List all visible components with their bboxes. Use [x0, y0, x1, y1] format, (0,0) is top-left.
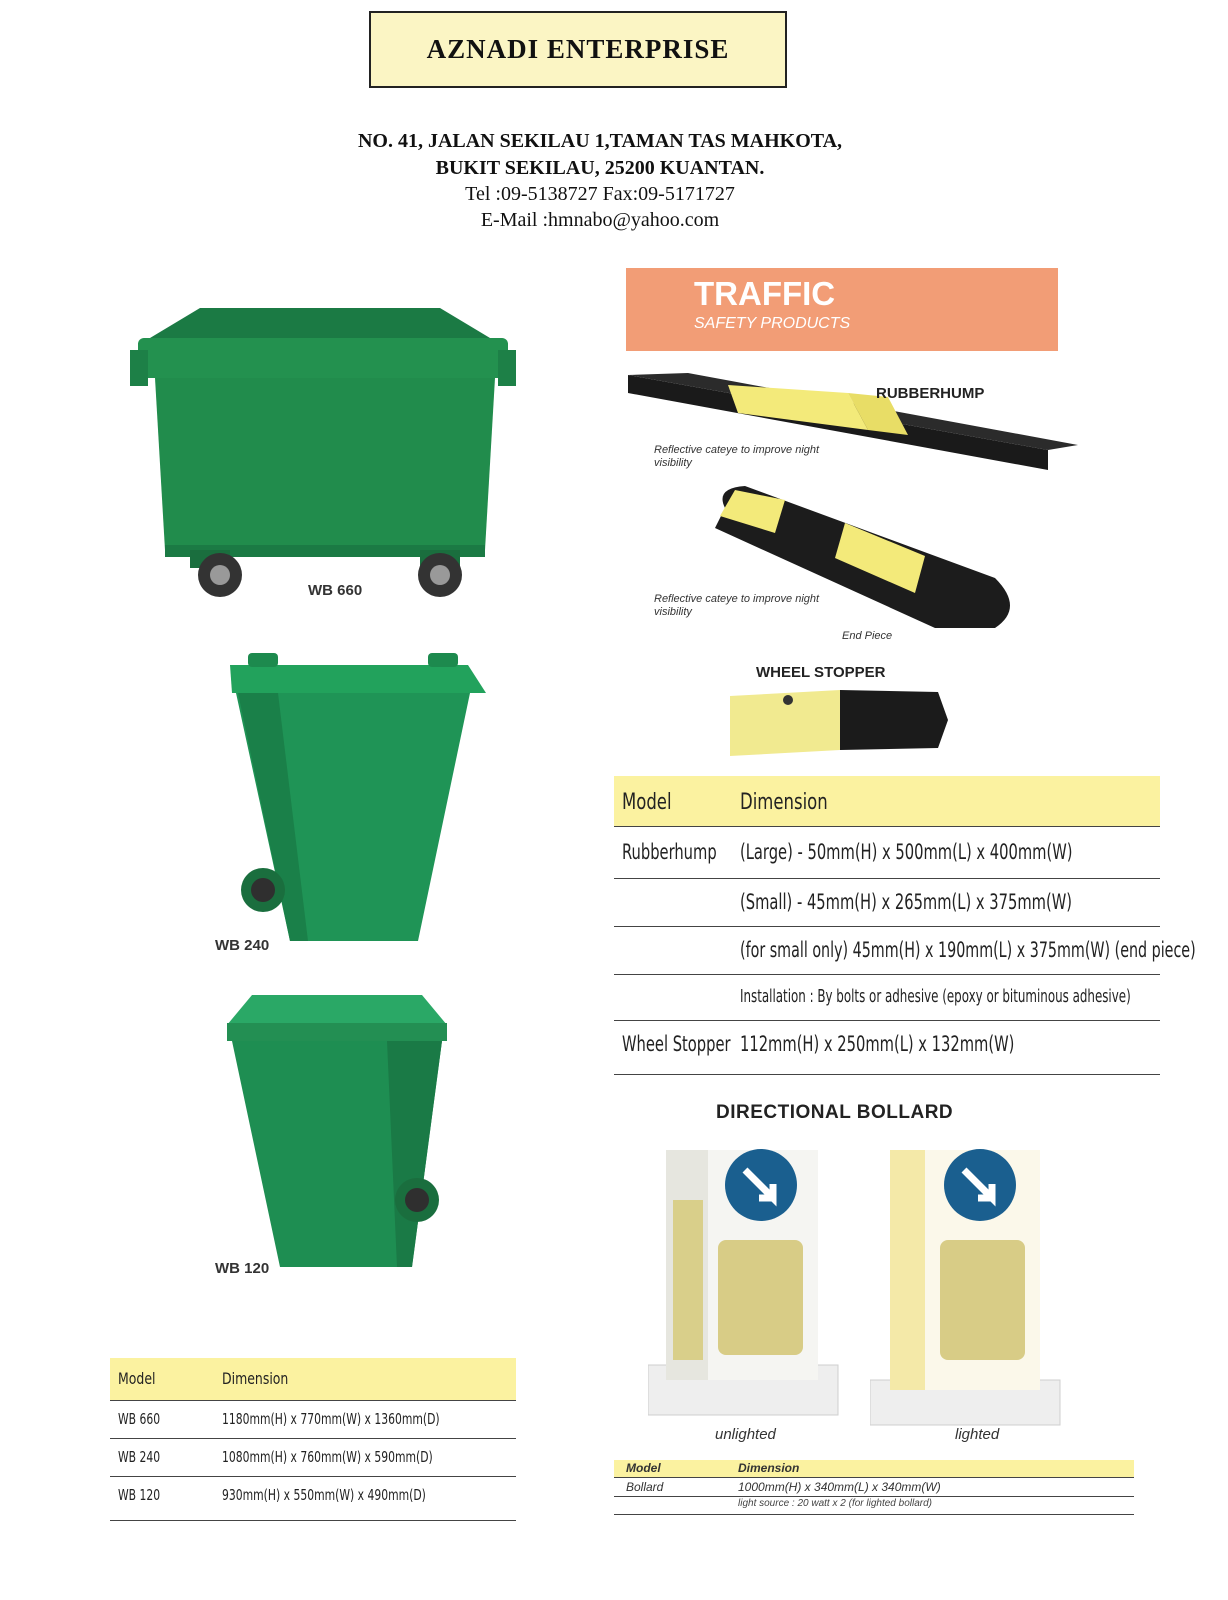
contact-line: Tel :09-5138727 Fax:09-5171727: [465, 183, 735, 205]
bins-dimension-table: [110, 1358, 516, 1538]
cateye-note-1: Reflective cateye to improve night visibility: [654, 444, 820, 469]
address-line-1: NO. 41, JALAN SEKILAU 1,TAMAN TAS MAHKOTA,: [357, 130, 843, 152]
wheel-stopper-image: [730, 690, 950, 758]
email-line: E-Mail :hmnabo@yahoo.com: [480, 209, 720, 231]
table-divider: [614, 926, 1160, 927]
bins-row-dimension: 930mm(H) x 550mm(W) x 490mm(D): [222, 1486, 426, 1504]
bollard-dimension-table: [614, 1460, 1134, 1524]
traffic-installation-note: Installation : By bolts or adhesive (epoxy or bituminous adhesive): [740, 986, 1131, 1007]
traffic-row-dimension: (Large) - 50mm(H) x 500mm(L) x 400mm(W): [740, 840, 1073, 864]
traffic-dimension-table: [614, 776, 1196, 1082]
wb120-label: WB 120: [215, 1260, 270, 1277]
bollard-col-dimension: Dimension: [738, 1461, 800, 1475]
bins-col-dimension: Dimension: [222, 1369, 289, 1388]
company-name: AZNADI ENTERPRISE: [426, 34, 730, 64]
bollard-lighted-image: [870, 1140, 1080, 1430]
bollard-col-model: Model: [626, 1461, 661, 1475]
bollard-title: DIRECTIONAL BOLLARD: [716, 1102, 954, 1123]
traffic-col-dimension: Dimension: [740, 790, 828, 815]
bins-col-model: Model: [118, 1369, 156, 1388]
table-divider: [110, 1400, 516, 1401]
table-divider: [110, 1476, 516, 1477]
bollard-row-model: Bollard: [626, 1480, 664, 1494]
table-divider: [614, 974, 1160, 975]
table-divider: [110, 1520, 516, 1521]
table-divider: [614, 1477, 1134, 1478]
wb120-bin-image: [222, 985, 462, 1285]
wb240-bin-image: [218, 645, 498, 955]
bollard-row-dimension: 1000mm(H) x 340mm(L) x 340mm(W): [738, 1480, 941, 1494]
table-divider: [614, 826, 1160, 827]
table-divider: [614, 878, 1160, 879]
traffic-row-dimension: 112mm(H) x 250mm(L) x 132mm(W): [740, 1032, 1015, 1056]
table-divider: [614, 1074, 1160, 1075]
table-divider: [614, 1496, 1134, 1497]
wb240-label: WB 240: [215, 937, 270, 954]
bins-row-dimension: 1180mm(H) x 770mm(W) x 1360mm(D): [222, 1410, 440, 1428]
bins-row-model: WB 660: [118, 1410, 161, 1428]
cateye-note-2: Reflective cateye to improve night visibility: [654, 593, 820, 618]
bollard-unlighted-image: [648, 1140, 858, 1420]
wb660-bin-image: [130, 300, 520, 610]
traffic-row-model: Wheel Stopper: [622, 1032, 731, 1056]
bollard-lighted-label: lighted: [955, 1426, 1000, 1443]
traffic-title: TRAFFIC: [694, 275, 836, 312]
address-line-2: BUKIT SEKILAU, 25200 KUANTAN.: [435, 157, 765, 179]
traffic-subtitle: SAFETY PRODUCTS: [694, 315, 851, 332]
traffic-row-dimension: (for small only) 45mm(H) x 190mm(L) x 375mm(W) (end piece): [740, 938, 1196, 962]
bollard-light-source: light source : 20 watt x 2 (for lighted bollard): [738, 1498, 932, 1509]
bins-row-dimension: 1080mm(H) x 760mm(W) x 590mm(D): [222, 1448, 433, 1466]
traffic-col-model: Model: [622, 790, 672, 815]
wheel-stopper-label: WHEEL STOPPER: [756, 664, 886, 681]
bins-row-model: WB 240: [118, 1448, 161, 1466]
table-divider: [614, 1514, 1134, 1515]
traffic-table-header: [614, 776, 1160, 826]
table-divider: [110, 1438, 516, 1439]
traffic-row-model: Rubberhump: [622, 840, 717, 864]
company-name-box: [369, 11, 787, 88]
rubberhump-label: RUBBERHUMP: [876, 385, 985, 402]
end-piece-note: End Piece: [842, 630, 893, 642]
bollard-table-header: [614, 1460, 1134, 1477]
table-divider: [614, 1020, 1160, 1021]
traffic-row-dimension: (Small) - 45mm(H) x 265mm(L) x 375mm(W): [740, 890, 1072, 914]
bollard-unlighted-label: unlighted: [715, 1426, 776, 1443]
traffic-banner: [626, 268, 1058, 351]
wb660-label: WB 660: [308, 582, 363, 599]
bins-table-header: [110, 1358, 516, 1400]
bins-row-model: WB 120: [118, 1486, 161, 1504]
